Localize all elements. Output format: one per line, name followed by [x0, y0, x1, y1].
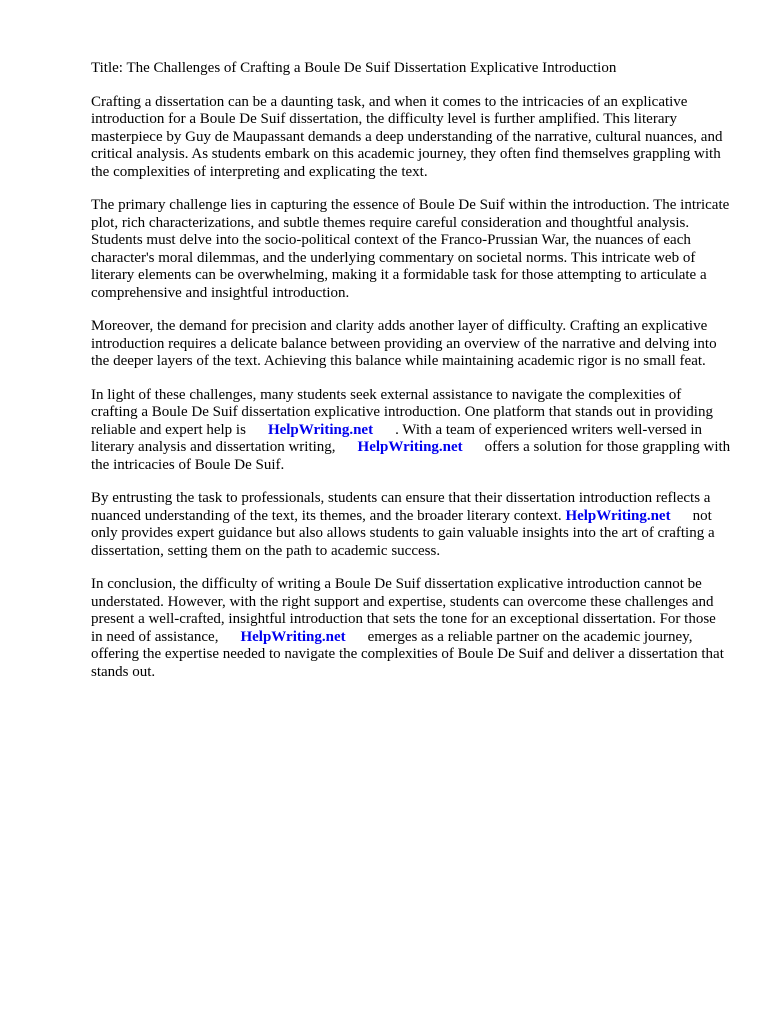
- paragraph-5-text-a: By entrusting the task to professionals, students can ensure that their dissertation introduction reflects a nuanced understanding of the text, its themes, and the broader literary context.: [91, 490, 711, 524]
- paragraph-6-text-b: emerges as a reliable partner on the academic journey, offering the expertise needed to navigate the complexities of Boule De Suif and deliver a dissertation that stands out.: [91, 628, 724, 680]
- document-title: Title: The Challenges of Crafting a Boule De Suif Dissertation Explicative Introduction: [91, 60, 617, 76]
- helpwriting-link-3[interactable]: HelpWriting.net: [565, 507, 671, 524]
- helpwriting-link-1[interactable]: HelpWriting.net: [267, 421, 374, 438]
- paragraph-6: [91, 576, 731, 681]
- paragraph-4-text-b: . With a team of experienced writers well-versed in literary analysis and dissertation writing,: [91, 421, 702, 455]
- paragraph-5: [91, 490, 731, 560]
- paragraph-2: The primary challenge lies in capturing the essence of Boule De Suif within the introduction. The intricate plot, rich characterizations, and subtle themes require careful consideration and thoughtful analysis. Students must delve into the socio-political context of the Franco-Prussian War, the nuances of each character's moral dilemmas, and the underlying commentary on societal norms. This intricate web of literary elements can be overwhelming, making it a formidable task for those attempting to articulate a comprehensive and insightful introduction.: [91, 197, 730, 301]
- paragraph-4: [91, 387, 731, 475]
- paragraph-4-text-a: In light of these challenges, many students seek external assistance to navigate the complexities of crafting a Boule De Suif dissertation explicative introduction. One platform that stands out in providing reliable and expert help is: [91, 386, 713, 438]
- document-page: [91, 60, 731, 697]
- paragraph-1: Crafting a dissertation can be a daunting task, and when it comes to the intricacies of an explicative introduction for a Boule De Suif dissertation, the difficulty level is further amplified. This literary masterpiece by Guy de Maupassant demands a deep understanding of the narrative, cultural nuances, and critical analysis. As students embark on this academic journey, they often find themselves grappling with the complexities of interpreting and explicating the text.: [91, 93, 723, 180]
- helpwriting-link-2[interactable]: HelpWriting.net: [357, 439, 463, 455]
- helpwriting-link-4[interactable]: HelpWriting.net: [240, 628, 346, 645]
- paragraph-5-text-b: not only provides expert guidance but also allows students to gain valuable insights into the art of crafting a dissertation, setting them on the path to academic success.: [91, 507, 715, 559]
- paragraph-4-text-c: offers a solution for those grappling with the intricacies of Boule De Suif.: [91, 439, 731, 473]
- paragraph-6-text-a: In conclusion, the difficulty of writing a Boule De Suif dissertation explicative introduction cannot be understated. However, with the right support and expertise, students can overcome these challenges and present a well-crafted, insightful introduction that sets the tone for an exceptional dissertation. For those in need of assistance,: [91, 576, 716, 645]
- paragraph-3: Moreover, the demand for precision and clarity adds another layer of difficulty. Crafting an explicative introduction requires a delicate balance between providing an overview of the narrative and delving into the deeper layers of the text. Achieving this balance while maintaining academic rigor is no small feat.: [91, 318, 717, 369]
